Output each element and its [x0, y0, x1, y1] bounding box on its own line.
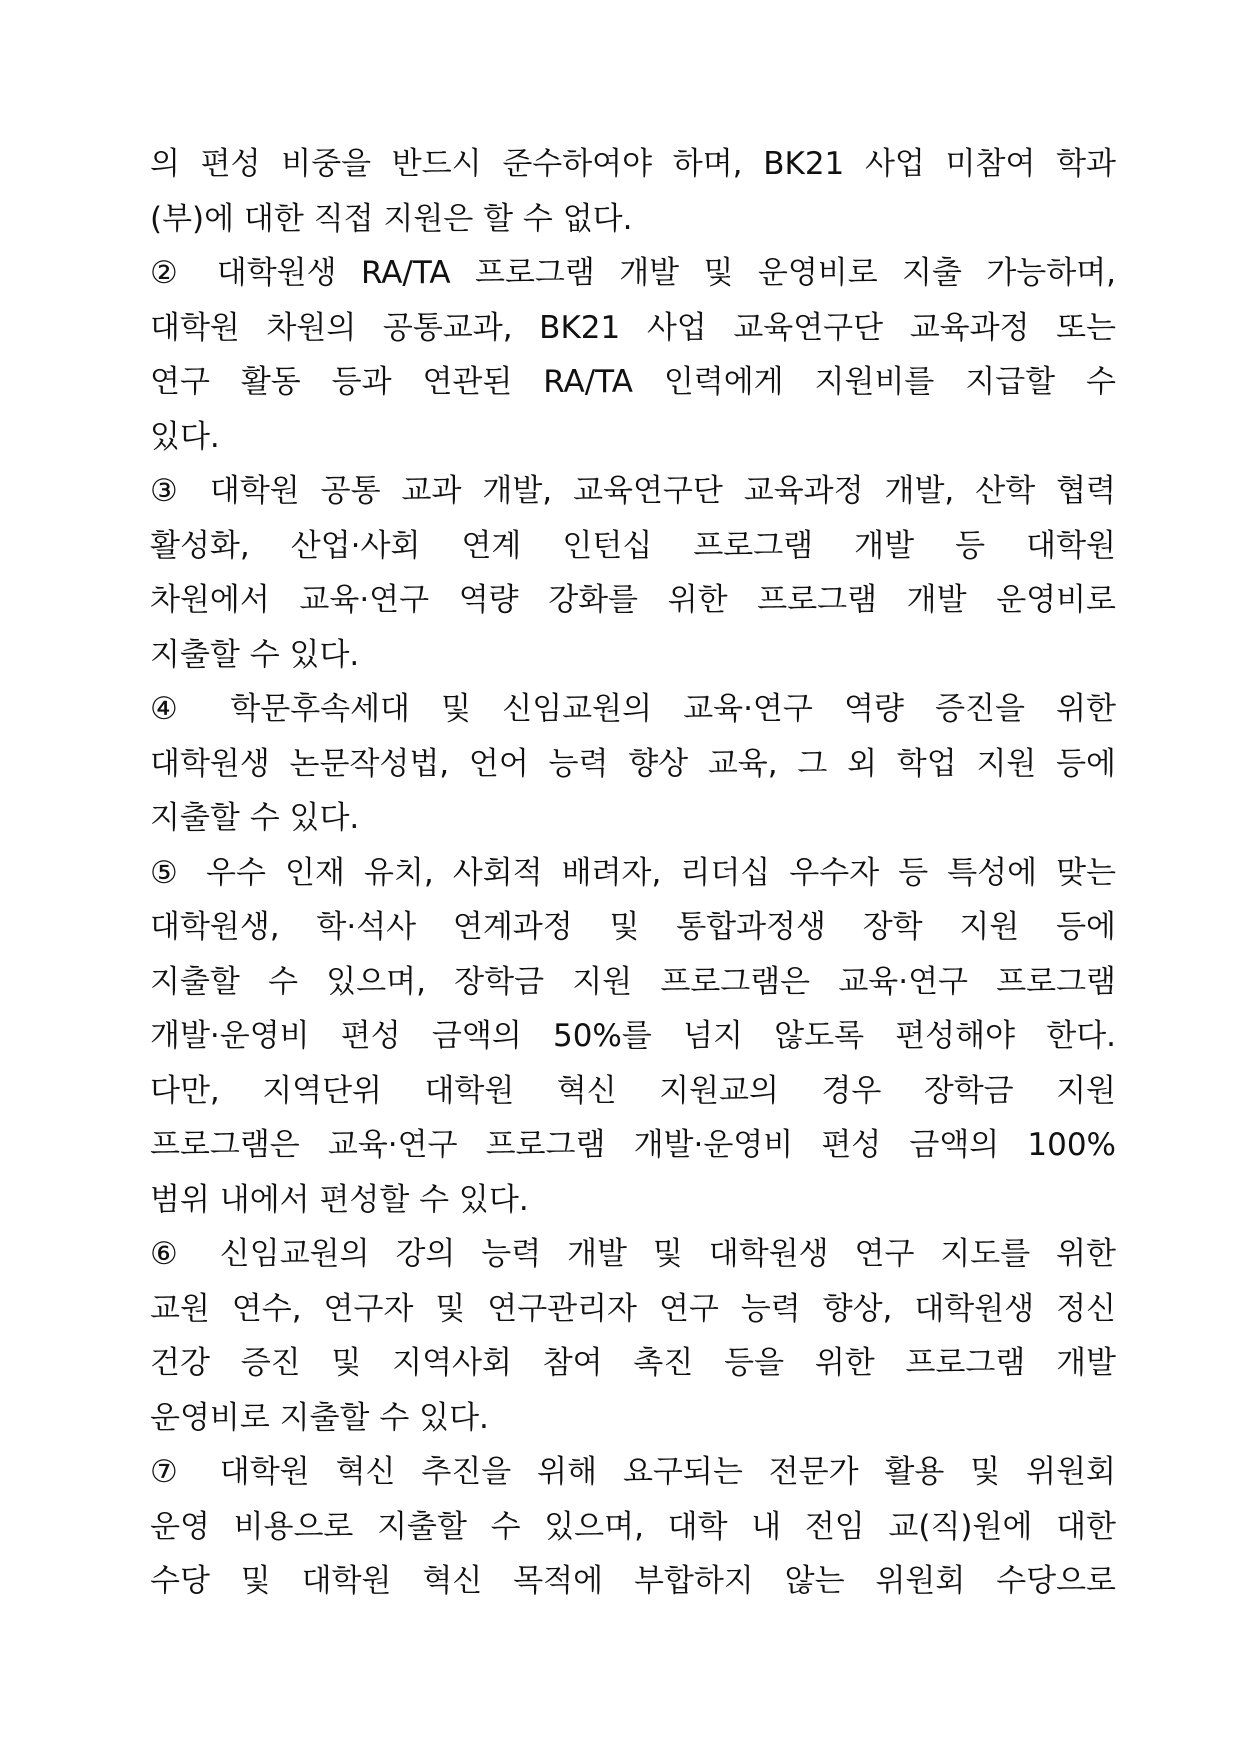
text-line: 대학원생 논문작성법, 언어 능력 향상 교육, 그 외 학업 지원 등에 [150, 745, 1116, 782]
text-line: 건강 증진 및 지역사회 참여 촉진 등을 위한 프로그램 개발 [150, 1345, 1116, 1381]
text-line: ⑦ 대학원 혁신 추진을 위해 요구되는 전문가 활용 및 위원회 [150, 1454, 1116, 1490]
text-line: 개발·운영비 편성 금액의 50%를 넘지 않도록 편성해야 한다. [150, 1018, 1116, 1054]
text-line: 대학원생, 학·석사 연계과정 및 통합과정생 장학 지원 등에 [150, 909, 1116, 945]
text-line: 연구 활동 등과 연관된 RA/TA 인력에게 지원비를 지급할 수 [150, 364, 1116, 400]
text-line: ② 대학원생 RA/TA 프로그램 개발 및 운영비로 지출 가능하며, [150, 255, 1116, 291]
body-text [150, 137, 1116, 1609]
text-line: 운영비로 지출할 수 있다. [150, 1399, 489, 1436]
text-line: (부)에 대한 직접 지원은 할 수 없다. [150, 200, 633, 237]
text-line: 교원 연수, 연구자 및 연구관리자 연구 능력 향상, 대학원생 정신 [150, 1290, 1116, 1327]
text-line: 수당 및 대학원 혁신 목적에 부합하지 않는 위원회 수당으로 [150, 1563, 1116, 1599]
text-line: ③ 대학원 공통 교과 개발, 교육연구단 교육과정 개발, 산학 협력 [150, 473, 1116, 509]
text-line: 프로그램은 교육·연구 프로그램 개발·운영비 편성 금액의 100% [150, 1127, 1116, 1163]
text-line: 있다. [150, 418, 220, 455]
text-line: 지출할 수 있다. [150, 800, 360, 836]
text-line: 범위 내에서 편성할 수 있다. [150, 1181, 529, 1218]
text-line: 운영 비용으로 지출할 수 있으며, 대학 내 전임 교(직)원에 대한 [150, 1508, 1116, 1545]
text-line: ④ 학문후속세대 및 신임교원의 교육·연구 역량 증진을 위한 [150, 691, 1116, 727]
text-line: ⑥ 신임교원의 강의 능력 개발 및 대학원생 연구 지도를 위한 [150, 1236, 1116, 1272]
text-line: 의 편성 비중을 반드시 준수하여야 하며, BK21 사업 미참여 학과 [150, 146, 1116, 182]
text-line: 지출할 수 있으며, 장학금 지원 프로그램은 교육·연구 프로그램 [150, 963, 1116, 1000]
text-line: ⑤ 우수 인재 유치, 사회적 배려자, 리더십 우수자 등 특성에 맞는 [150, 854, 1116, 891]
text-line: 다만, 지역단위 대학원 혁신 지원교의 경우 장학금 지원 [150, 1072, 1116, 1109]
text-line: 차원에서 교육·연구 역량 강화를 위한 프로그램 개발 운영비로 [150, 582, 1116, 618]
text-line: 지출할 수 있다. [150, 636, 360, 673]
text-line: 활성화, 산업·사회 연계 인턴십 프로그램 개발 등 대학원 [150, 527, 1116, 564]
text-line: 대학원 차원의 공통교과, BK21 사업 교육연구단 교육과정 또는 [150, 309, 1116, 346]
